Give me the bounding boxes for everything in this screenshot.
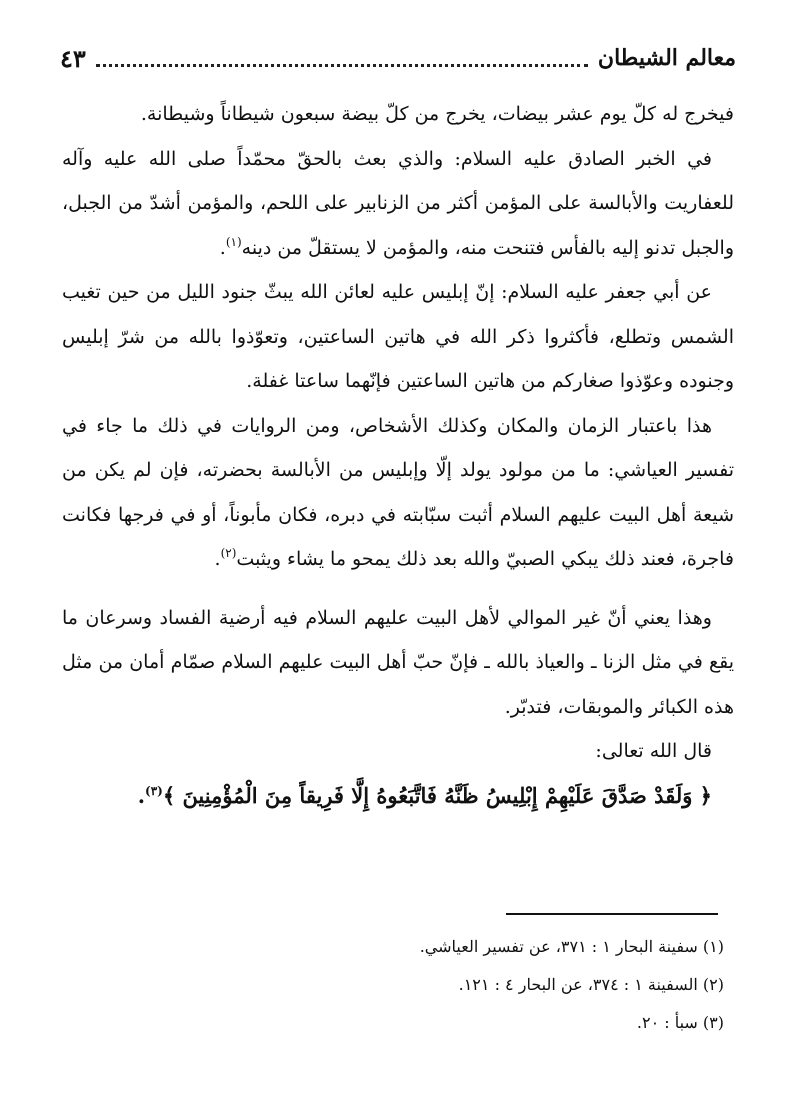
footnote-1: (١) سفينة البحار ١ : ٣٧١، عن تفسير العياشي. — [419, 937, 724, 956]
footnote-ref-3[interactable]: (٣) — [145, 783, 163, 798]
footnote-separator — [506, 913, 718, 915]
running-title: معالم الشيطان — [597, 45, 736, 71]
paragraph-4: هذا باعتبار الزمان والمكان وكذلك الأشخاص، ومن الروايات في ذلك ما جاء في تفسير العياشي: ما من مولود يولد إلّا وإبليس من الأبالسة بحضرته، فإن لم يكن من شيعة أهل البيت عليهم السلام أثبت سبّابته في دبره، فكان مأبوناً، أو في فرجها فكانت فاجرة، فعند ذلك يبكي الصبيّ والله بعد ذلك يمحو ما يشاء ويثبت$^{(٢)}$. — [62, 414, 734, 570]
page-number: ٤٣ — [60, 43, 86, 73]
footnote-ref-2[interactable]: (٢) — [220, 546, 237, 560]
footnotes — [62, 928, 724, 1042]
footnote-2: (٢) السفينة ١ : ٣٧٤، عن البحار ٤ : ١٢١. — [458, 975, 724, 994]
paragraph-2: في الخبر الصادق عليه السلام: والذي بعث بالحقّ محمّداً صلى الله عليه وآله للعفاريت والأبالسة على المؤمن أكثر من الزنابير على اللحم، والمؤمن أشدّ من الجبل، والجبل تدنو إليه بالفأس فتنحت منه، والمؤمن لا يستقلّ من دينه$^{(١)}$. — [62, 147, 734, 259]
paragraph-1: فيخرج له كلّ يوم عشر بيضات، يخرج من كلّ بيضة سبعون شيطاناً وشيطانة. — [140, 103, 734, 125]
page-header — [60, 38, 736, 78]
paragraph-3: عن أبي جعفر عليه السلام: إنّ إبليس عليه لعائن الله يبثّ جنود الليل من حين تغيب الشمس وتطلع، فأكثروا ذكر الله في هاتين الساعتين، وتعوّذوا بالله من شرّ إبليس وجنوده وعوّذوا صغاركم من هاتين الساعتين فإنّهما ساعتا غفلة. — [62, 281, 734, 392]
quran-verse: ﴿ وَلَقَدْ صَدَّقَ عَلَيْهِمْ إِبْلِيسُ ظَنَّهُ فَاتَّبَعُوهُ إِلَّا فَرِيقاً مِنَ الْمُؤْمِنِينَ ﴾$^{(٣)}$. — [137, 782, 712, 808]
footnote-ref-1[interactable]: (١) — [225, 234, 242, 249]
paragraph-5: وهذا يعني أنّ غير الموالي لأهل البيت عليهم السلام فيه أرضية الفساد وسرعان ما يقع في مثل الزنا ـ والعياذ بالله ـ فإنّ حبّ أهل البيت عليهم السلام صمّام أمان من مثل هذه الكبائر والموبقات، فتدبّر. — [62, 606, 734, 718]
header-dotted-leader — [96, 50, 588, 67]
main-text — [62, 92, 734, 818]
footnote-3: (٣) سبأ : ٢٠. — [636, 1013, 724, 1032]
paragraph-6: قال الله تعالى: — [595, 740, 712, 762]
